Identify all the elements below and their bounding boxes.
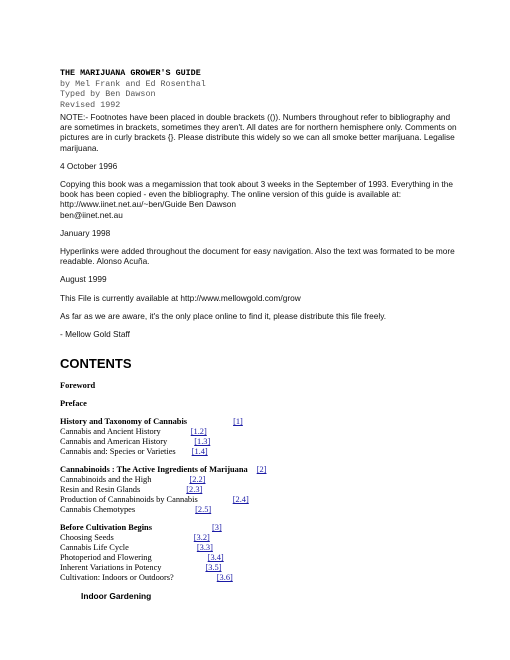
toc-section-row <box>60 427 460 437</box>
toc-section-title: Cultivation: Indoors or Outdoors? <box>60 573 174 583</box>
toc-section-title: Cannabis and Ancient History <box>60 427 161 437</box>
toc-section-title: Cannabinoids and the High <box>60 475 152 485</box>
toc-section-link[interactable]: [2.3] <box>186 485 203 495</box>
toc-section-link[interactable]: [2.2] <box>189 475 206 485</box>
document-typed-by: Typed by Ben Dawson <box>60 89 156 99</box>
toc-chapter-link[interactable]: [2] <box>256 465 267 475</box>
distribute-paragraph: As far as we are aware, it's the only place online to find it, please distribute this file freely. <box>60 310 387 321</box>
toc-section-row <box>60 447 460 457</box>
toc-chapter-row <box>60 523 460 533</box>
toc-chapter-title: Before Cultivation Begins <box>60 523 152 533</box>
toc-preface[interactable]: Preface <box>60 399 87 409</box>
toc-group <box>60 465 460 515</box>
date-1996: 4 October 1996 <box>60 160 118 171</box>
toc-section-title: Choosing Seeds <box>60 533 114 543</box>
toc-section-link[interactable]: [3.2] <box>193 533 210 543</box>
toc-groups <box>60 417 460 583</box>
toc-section-title: Cannabis and American History <box>60 437 168 447</box>
document-authors: by Mel Frank and Ed Rosenthal <box>60 78 206 89</box>
toc-section-row <box>60 437 460 447</box>
document-page <box>60 68 460 601</box>
toc-chapter-title: History and Taxonomy of Cannabis <box>60 417 188 427</box>
toc-indoor-gardening: Indoor Gardening <box>81 591 152 602</box>
availability-paragraph: This File is currently available at http://www.mellowgold.com/grow <box>60 292 301 303</box>
toc-section-row <box>60 475 460 485</box>
toc-section-link[interactable]: [2.4] <box>232 495 249 505</box>
copying-paragraph <box>60 179 460 220</box>
toc-chapter-title: Cannabinoids : The Active Ingredients of Marijuana <box>60 465 248 475</box>
toc-section-row <box>60 505 460 515</box>
toc-section-title: Production of Cannabinoids by Cannabis <box>60 495 198 505</box>
toc-chapter-link[interactable]: [3] <box>211 523 222 533</box>
toc-group <box>60 417 460 457</box>
toc-section-link[interactable]: [1.4] <box>191 447 208 457</box>
contents-heading: CONTENTS <box>60 356 132 372</box>
toc-section-link[interactable]: [2.5] <box>195 505 212 515</box>
toc-section-title: Inherent Variations in Potency <box>60 563 162 573</box>
toc-section-title: Resin and Resin Glands <box>60 485 141 495</box>
toc-section-link[interactable]: [3.5] <box>205 563 222 573</box>
toc-section-row <box>60 533 460 543</box>
toc-section-title: Cannabis and: Species or Varieties <box>60 447 176 457</box>
toc-section-row <box>60 485 460 495</box>
signature: - Mellow Gold Staff <box>60 329 130 340</box>
toc-chapter-row <box>60 465 460 475</box>
toc-section-row <box>60 573 460 583</box>
toc-section-link[interactable]: [3.6] <box>216 573 233 583</box>
note-paragraph: NOTE:- Footnotes have been placed in double brackets (()). Numbers throughout refer to bibliography and are sometimes in brackets, sometimes they aren't. All dates are for northern hemisphere only. Comments on pictures are in curly brackets {}. Please distribute this widely so we can all smoke better marijuana. Legalise marijuana. <box>60 112 457 153</box>
toc-section-link[interactable]: [3.3] <box>196 543 213 553</box>
document-revised: Revised 1992 <box>60 99 121 110</box>
toc-section-row <box>60 553 460 563</box>
toc-foreword[interactable]: Foreword <box>60 381 96 391</box>
toc-section-title: Cannabis Life Cycle <box>60 543 129 553</box>
date-1999: August 1999 <box>60 274 107 285</box>
toc-section-link[interactable]: [1.2] <box>190 427 207 437</box>
toc-group <box>60 523 460 583</box>
date-1998: January 1998 <box>60 227 111 238</box>
toc-section-title: Cannabis Chemotypes <box>60 505 136 515</box>
toc-chapter-link[interactable]: [1] <box>233 417 243 427</box>
toc-section-link[interactable]: [1.3] <box>194 437 211 447</box>
toc-chapter-row <box>60 417 460 427</box>
online-url-line: http://www.iinet.net.au/~ben/Guide Ben Dawson <box>60 199 236 210</box>
toc-section-title: Photoperiod and Flowering <box>60 553 152 563</box>
hyperlinks-paragraph: Hyperlinks were added throughout the document for easy navigation. Also the text was formated to be more readable. Alonso Acuña. <box>60 246 455 267</box>
copying-text: Copying this book was a megamission that took about 3 weeks in the September of 1993. Everything in the book has been copied - even the bibliography. The online version of this guide is available at: <box>60 179 453 200</box>
email-line: ben@iinet.net.au <box>60 209 123 220</box>
toc-section-row <box>60 563 460 573</box>
document-title: THE MARIJUANA GROWER'S GUIDE <box>60 68 201 78</box>
toc-section-row <box>60 543 460 553</box>
toc-section-row <box>60 495 460 505</box>
toc-section-link[interactable]: [3.4] <box>207 553 224 563</box>
